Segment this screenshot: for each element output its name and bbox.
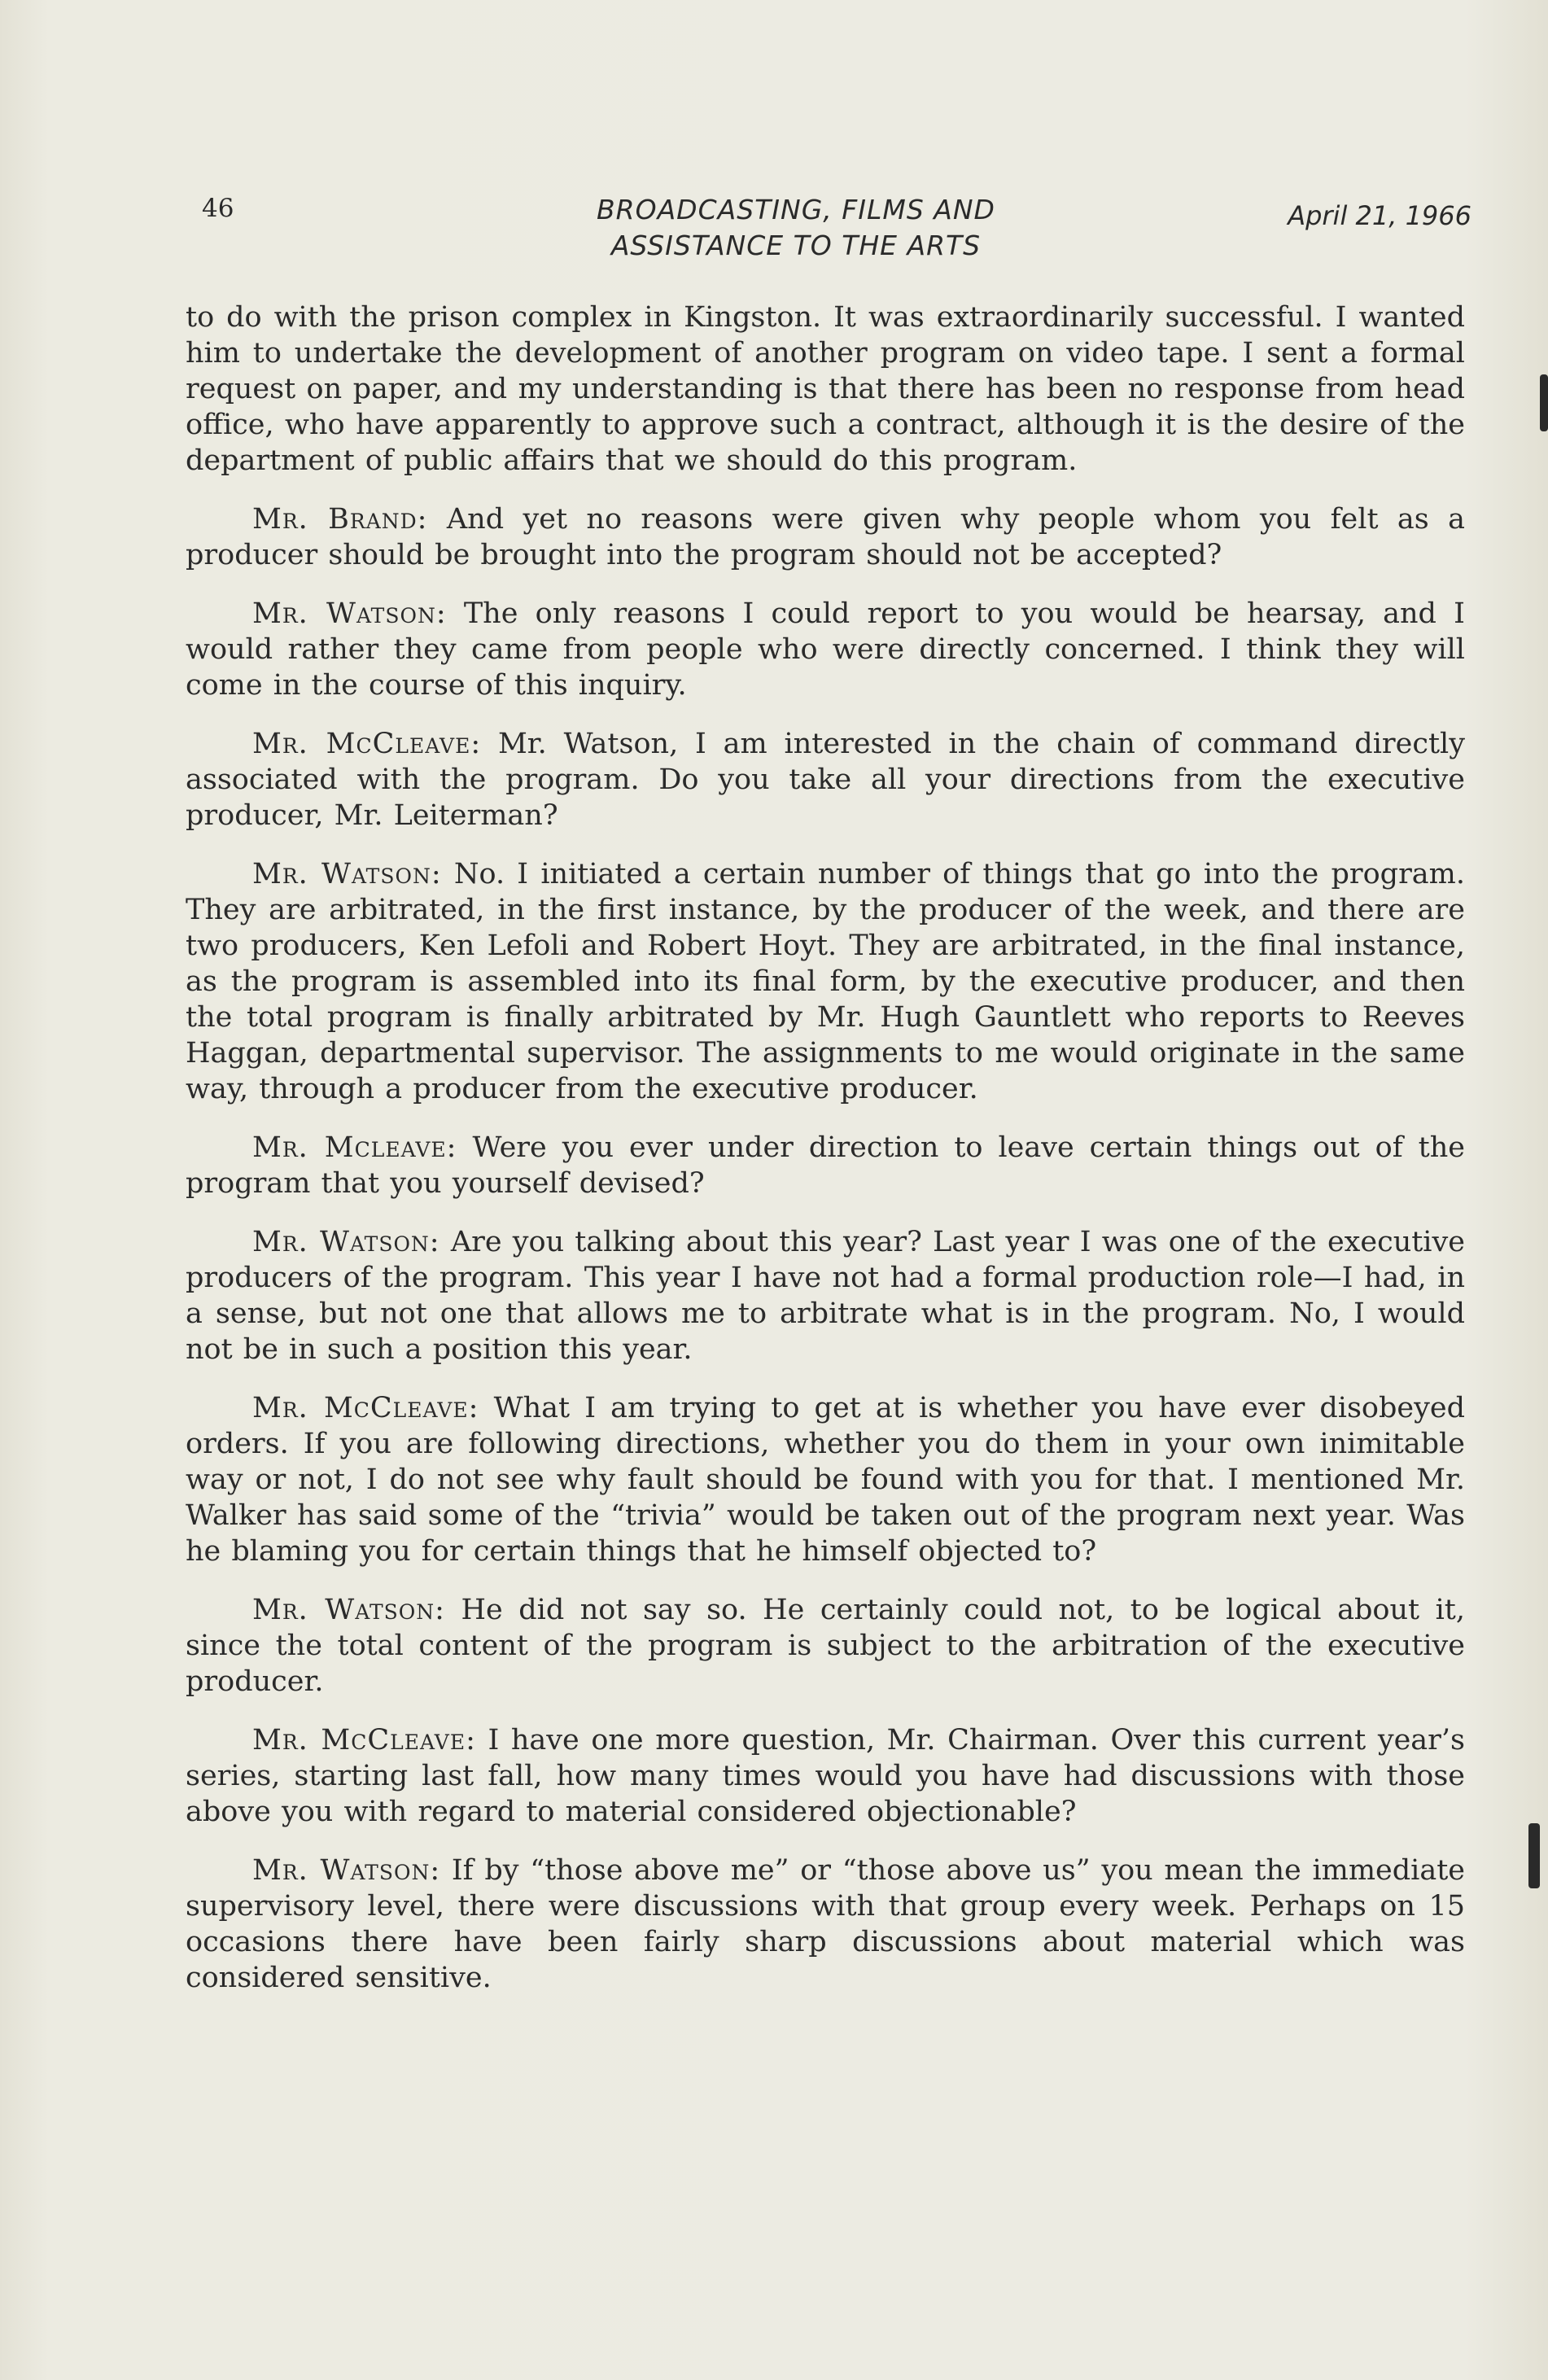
- page-edge-mark: [1540, 374, 1548, 431]
- page-edge-mark: [1528, 1823, 1540, 1888]
- paragraph-text: No. I initiated a certain number of things that go into the program. They are arbitrated, in the first instance, by the producer of the week, and there are two producers, Ken Lefoli and Robert Hoyt. They are arbitrated, in the final instance, as the program is assembled into its final form, by the executive producer, and then the total program is finally arbitrated by Mr. Hugh Gauntlett who reports to Reeves Haggan, departmental supervisor. The assignments to me would originate in the same way, through a producer from the executive producer.: [186, 858, 1465, 1105]
- paragraph-text: The only reasons I could report to you would be hearsay, and I would rather they came from people who were directly concerned. I think they will come in the course of this inquiry.: [186, 597, 1465, 702]
- paragraph-text: Mr. Watson, I am interested in the chain of command directly associated with the program. Do you take all your directions from the executive producer, Mr. Leiterman?: [186, 728, 1465, 832]
- page-number: 46: [202, 194, 234, 223]
- paragraph-text: I have one more question, Mr. Chairman. Over this current year’s series, starting last fall, how many times would you have had discussions with those above you with regard to material considered objectionable?: [186, 1724, 1465, 1828]
- speaker-name: Mr. Watson:: [252, 1594, 445, 1626]
- paragraph: [186, 596, 1465, 703]
- paragraph: [186, 501, 1465, 573]
- paragraph: [186, 1390, 1465, 1569]
- paragraph: [186, 726, 1465, 833]
- running-title-line-1: BROADCASTING, FILMS AND: [597, 194, 995, 225]
- paragraph: [186, 1224, 1465, 1367]
- speaker-name: Mr. McCleave:: [252, 728, 482, 760]
- running-title: [584, 192, 1008, 264]
- speaker-name: Mr. Watson:: [252, 1854, 441, 1887]
- speaker-name: Mr. McCleave:: [252, 1724, 476, 1757]
- paragraph: [186, 1722, 1465, 1830]
- speaker-name: Mr. Watson:: [252, 1226, 440, 1258]
- paragraph: [186, 1130, 1465, 1201]
- paragraph-text: to do with the prison complex in Kingston. It was extraordinarily successful. I wanted him to undertake the development of another program on video tape. I sent a formal request on paper, and my understanding is that there has been no response from head office, who have apparently to approve such a contract, although it is the desire of the department of public affairs that we should do this program.: [186, 301, 1465, 477]
- paragraph-text: Are you talking about this year? Last year I was one of the executive producers of the program. This year I have not had a formal production role—I had, in a sense, but not one that allows me to arbitrate what is in the program. No, I would not be in such a position this year.: [186, 1226, 1465, 1366]
- paragraph: [186, 1592, 1465, 1700]
- speaker-name: Mr. Mcleave:: [252, 1131, 457, 1164]
- transcript-body: [186, 300, 1465, 2019]
- speaker-name: Mr. Watson:: [252, 597, 447, 630]
- header-date: April 21, 1966: [1288, 200, 1471, 231]
- paragraph-text: And yet no reasons were given why people whom you felt as a producer should be brought into the program should not be accepted?: [186, 503, 1465, 571]
- paragraph: [186, 1853, 1465, 1996]
- paragraph: [186, 300, 1465, 479]
- paragraph-text: He did not say so. He certainly could not, to be logical about it, since the total content of the program is subject to the arbitration of the executive producer.: [186, 1594, 1465, 1698]
- speaker-name: Mr. McCleave:: [252, 1392, 479, 1424]
- running-header: [202, 192, 1471, 265]
- paragraph: [186, 856, 1465, 1107]
- paragraph-text: If by “those above me” or “those above us” you mean the immediate supervisory level, there were discussions with that group every week. Perhaps on 15 occasions there have been fairly sharp discussions about material which was considered sensitive.: [186, 1854, 1465, 1994]
- speaker-name: Mr. Watson:: [252, 858, 442, 890]
- speaker-name: Mr. Brand:: [252, 503, 428, 536]
- paragraph-text: Were you ever under direction to leave certain things out of the program that you yourself devised?: [186, 1131, 1465, 1200]
- paragraph-text: What I am trying to get at is whether you have ever disobeyed orders. If you are following directions, whether you do them in your own inimitable way or not, I do not see why fault should be found with you for that. I mentioned Mr. Walker has said some of the “trivia” would be taken out of the program next year. Was he blaming you for certain things that he himself objected to?: [186, 1392, 1465, 1568]
- running-title-line-2: ASSISTANCE TO THE ARTS: [610, 230, 982, 261]
